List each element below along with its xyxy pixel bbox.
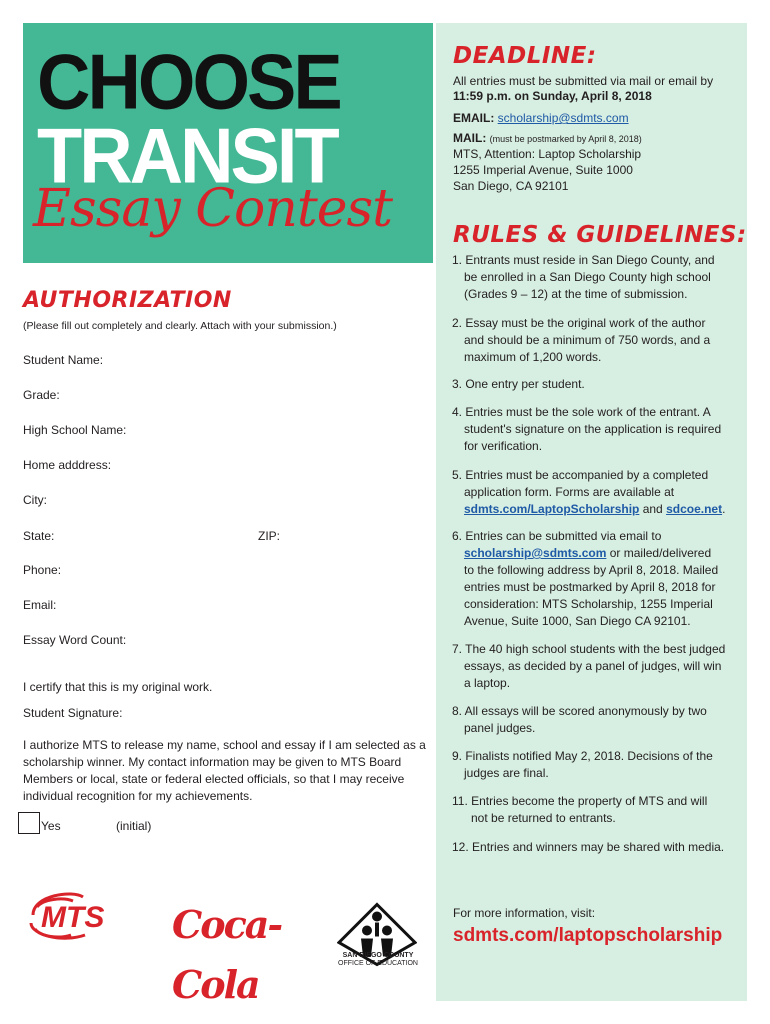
mts-wordmark: MTS [41,901,105,934]
rules-heading: RULES & GUIDELINES: [453,222,747,248]
rule-line: 7. The 40 high school students with the best judged [452,642,726,656]
deadline-text: All entries must be submitted via mail or email by [453,74,714,88]
sdcoe-line1: SAN DIEGO COUNTY [342,952,414,959]
email-label: EMAIL: [453,111,495,125]
mailing-address [453,146,641,194]
deadline-mail [453,131,642,145]
certify-statement: I certify that this is my original work. [23,680,213,694]
hero-title-essay-contest: Essay Contest [33,179,393,239]
rule-text: and [639,502,667,516]
authorization-statement: I authorize MTS to release my name, school and essay if I am selected as a scholarship winner. My contact information may be given to MTS Board Members or local, state or federal elected officials, so that I may receive individual recognition for my achievements. [23,738,426,803]
coca-cola-logo: Coca-Cola [172,902,282,1007]
rule-5-links [452,501,747,518]
rule-8 [452,703,747,737]
rule-line: to the following address by April 8, 2018. Mailed [464,563,719,577]
rule-line: be enrolled in a San Diego County high school [464,270,711,284]
rule-2 [452,315,747,366]
word-count-label: Essay Word Count: [23,633,127,647]
rule-line: maximum of 1,200 words. [464,350,602,364]
mail-label: MAIL: [453,131,487,145]
student-signature-label: Student Signature: [23,706,123,720]
yes-label: Yes [41,819,61,833]
deadline-time: 11:59 p.m. on Sunday, April 8, 2018 [453,89,652,103]
city-label: City: [23,493,47,507]
rule-line: Avenue, Suite 1000, San Diego CA 92101. [464,614,691,628]
rule-line: and should be a minimum of 750 words, and a [464,333,711,347]
address-line: 1255 Imperial Avenue, Suite 1000 [453,163,633,177]
rule-text: . [722,502,726,516]
rule-text: or mailed/delivered [606,546,712,560]
email-link[interactable]: scholarship@sdmts.com [497,111,629,125]
rule-line: for verification. [464,439,543,453]
email-field-label: Email: [23,598,57,612]
sdcoe-line2: OFFICE OF EDUCATION [338,960,418,967]
home-address-label: Home adddress: [23,458,112,472]
grade-label: Grade: [23,388,60,402]
rule-line: panel judges. [464,721,536,735]
rule-4 [452,404,747,455]
authorization-heading: AUTHORIZATION [23,288,232,313]
rule-11 [452,793,747,827]
rule-line: (Grades 9 – 12) at the time of submission. [464,287,688,301]
rule-line: 1. Entrants must reside in San Diego County, and [452,253,715,267]
rule-9 [452,748,747,782]
rule-1 [452,252,747,303]
hero-title-choose: CHOOSE [37,37,340,126]
rule-line: judges are final. [464,766,549,780]
rule-line: not be returned to entrants. [471,811,616,825]
rule-line: 6. Entries can be submitted via email to [452,529,662,543]
state-label: State: [23,529,55,543]
scholarship-email-link[interactable]: scholarship@sdmts.com [464,546,607,560]
rule-line: application form. Forms are available at [464,485,675,499]
rule-6 [452,528,747,630]
deadline-email [453,111,629,125]
form-instructions: (Please fill out completely and clearly. Attach with your submission.) [23,320,337,332]
rule-12 [452,839,747,856]
address-line: San Diego, CA 92101 [453,179,569,193]
rule-line: 2. Essay must be the original work of the author [452,316,706,330]
zip-label: ZIP: [258,529,281,543]
rule-line: 3. One entry per student. [452,377,585,391]
deadline-heading: DEADLINE: [453,43,597,69]
sdcoe-wordmark [333,952,423,968]
sdcoe-link[interactable]: sdcoe.net [666,502,723,516]
rule-line: 12. Entries and winners may be shared with media. [452,840,725,854]
address-line: MTS, Attention: Laptop Scholarship [453,147,642,161]
phone-label: Phone: [23,563,62,577]
mail-note: (must be postmarked by April 8, 2018) [489,134,642,144]
rule-line: entries must be postmarked by April 8, 2018 for [464,580,716,594]
laptopscholarship-url-link[interactable]: sdmts.com/laptopscholarship [453,925,723,946]
laptop-scholarship-link[interactable]: sdmts.com/LaptopScholarship [464,502,640,516]
rule-line: 8. All essays will be scored anonymously by two [452,704,707,718]
student-name-label: Student Name: [23,353,104,367]
hero-banner [23,23,433,263]
yes-checkbox[interactable] [18,812,40,834]
rule-6-link-line [452,545,747,562]
initial-label: (initial) [116,819,152,833]
rule-line: 9. Finalists notified May 2, 2018. Decisions of the [452,749,713,763]
rule-7 [452,641,747,692]
mts-logo [23,885,153,945]
rule-line: student's signature on the application is required [464,422,722,436]
rule-line: 4. Entries must be the sole work of the entrant. A [452,405,711,419]
hero-title-transit: TRANSIT [37,111,337,200]
rule-line: essays, as decided by a panel of judges, will win [464,659,722,673]
high-school-label: High School Name: [23,423,127,437]
rule-3 [452,376,747,393]
more-info-label: For more information, visit: [453,906,596,920]
rule-line: a laptop. [464,676,511,690]
rule-line: consideration: MTS Scholarship, 1255 Imperial [464,597,713,611]
rule-5 [452,467,747,518]
rule-line: 5. Entries must be accompanied by a completed [452,468,709,482]
rule-line: 11. Entries become the property of MTS and will [452,794,708,808]
